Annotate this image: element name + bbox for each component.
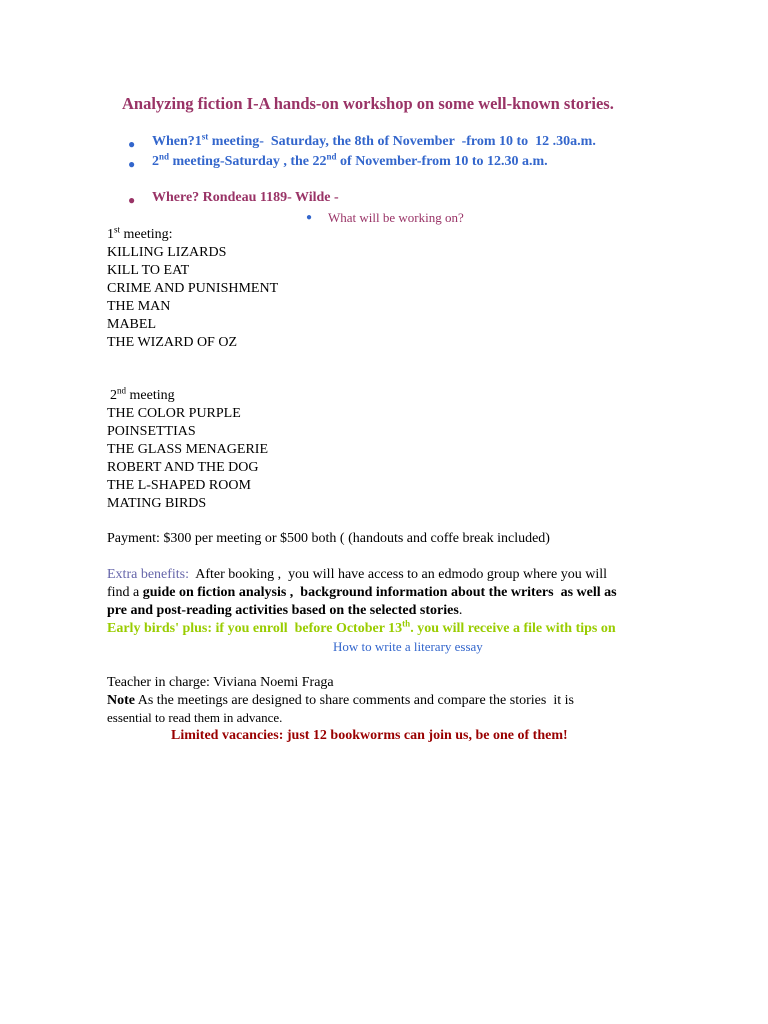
payment-text: Payment: $300 per meeting or $500 both ( (handouts and coffe break included): [107, 531, 550, 546]
what-line: What will be working on?: [328, 210, 464, 225]
second-meeting-num: 2: [110, 388, 117, 403]
first-meeting-num: 1: [107, 227, 114, 242]
early-birds-sup: th: [402, 618, 411, 629]
story-item: KILL TO EAT: [107, 263, 190, 278]
bullet-icon: ●: [306, 212, 313, 223]
story-item: THE GLASS MENAGERIE: [107, 442, 268, 457]
benefits-line2-start: find a: [107, 585, 143, 600]
second-mid: meeting-Saturday , the 22: [169, 154, 327, 169]
when-line: [152, 133, 596, 151]
when-rest: meeting- Saturday, the 8th of November -from 10 to 12 .30a.m.: [208, 134, 596, 149]
benefits-line-3: [107, 602, 462, 620]
benefits-line-2: [107, 584, 617, 602]
first-meeting-sup: st: [114, 224, 121, 235]
benefits-label: Extra benefits:: [107, 567, 190, 582]
note-line-2: essential to read them in advance.: [107, 710, 283, 725]
story-item: THE MAN: [107, 299, 171, 314]
second-meeting-line: [152, 153, 548, 171]
teacher-text: Teacher in charge: Viviana Noemi Fraga: [107, 675, 334, 690]
early-birds-text2: . you will receive a file with tips on: [410, 621, 616, 636]
bullet-icon: ●: [128, 137, 136, 151]
benefits-line3-end: .: [458, 603, 463, 618]
first-meeting-stories: [107, 244, 278, 352]
when-sup: st: [201, 131, 209, 142]
second-meeting-label: meeting: [126, 388, 175, 403]
benefits-line2-bold: guide on fiction analysis , background information about the writers as well as: [142, 585, 617, 600]
second-meeting-sup: nd: [117, 385, 126, 396]
story-item: KILLING LIZARDS: [107, 245, 227, 260]
story-item: THE COLOR PURPLE: [107, 406, 241, 421]
bullet-icon: ●: [128, 157, 136, 171]
story-item: THE WIZARD OF OZ: [107, 335, 238, 350]
second-meeting-heading: [110, 387, 175, 405]
second-sup2: nd: [326, 151, 337, 162]
when-prefix: When?1: [152, 134, 202, 149]
first-meeting-heading: [107, 226, 173, 244]
story-item: THE L-SHAPED ROOM: [107, 478, 251, 493]
second-num: 2: [152, 154, 159, 169]
bullet-icon: ●: [128, 193, 136, 207]
second-sup: nd: [159, 151, 170, 162]
story-item: POINSETTIAS: [107, 424, 196, 439]
story-item: MATING BIRDS: [107, 496, 207, 511]
second-rest: of November-from 10 to 12.30 a.m.: [336, 154, 548, 169]
benefits-line3-bold: pre and post-reading activities based on the selected stories: [107, 603, 459, 618]
benefits-line-1: [107, 566, 607, 584]
story-item: MABEL: [107, 317, 156, 332]
benefits-line1-rest: After booking , you will have access to an edmodo group where you will: [189, 567, 607, 582]
first-meeting-label: meeting:: [120, 227, 173, 242]
literary-essay-link[interactable]: How to write a literary essay: [333, 639, 483, 654]
page-title: Analyzing fiction I-A hands-on workshop on some well-known stories.: [122, 94, 614, 113]
note-line-1: [107, 692, 574, 710]
note-label: Note: [107, 693, 135, 708]
limited-vacancies-text: Limited vacancies: just 12 bookworms can join us, be one of them!: [171, 728, 568, 743]
story-item: ROBERT AND THE DOG: [107, 460, 259, 475]
early-birds-text1: Early birds' plus: if you enroll before October 13: [107, 621, 403, 636]
early-birds-line: [107, 620, 616, 638]
story-item: CRIME AND PUNISHMENT: [107, 281, 279, 296]
second-meeting-stories: [107, 405, 268, 513]
where-line: Where? Rondeau 1189- Wilde -: [152, 190, 339, 205]
note-line1-text: As the meetings are designed to share comments and compare the stories it is: [135, 693, 574, 708]
